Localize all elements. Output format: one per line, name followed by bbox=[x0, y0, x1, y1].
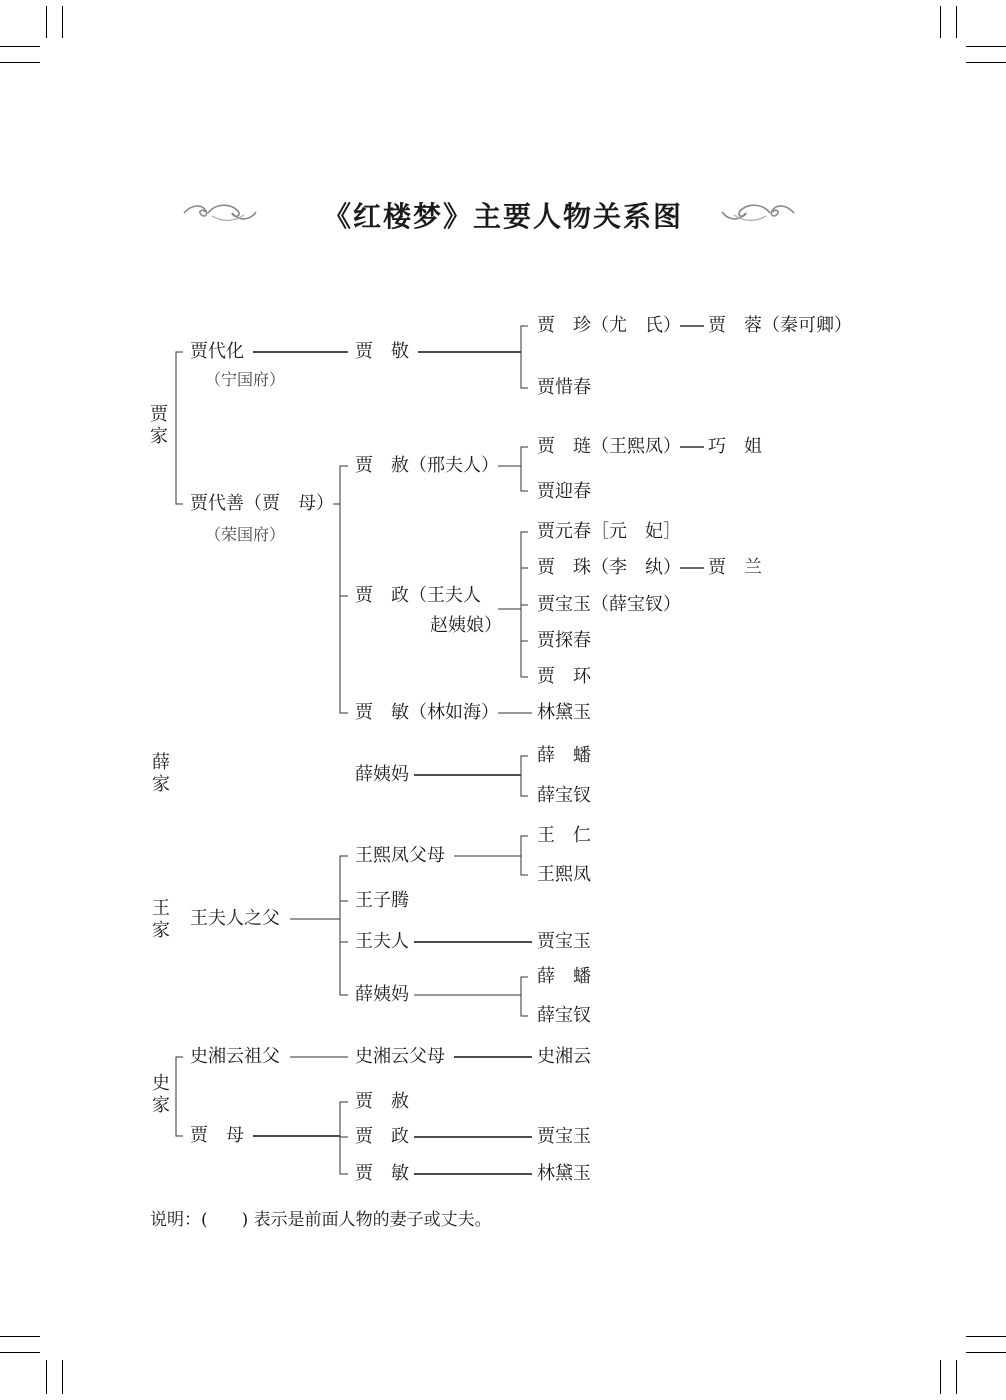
node-jia-jing: 贾 敬 bbox=[355, 341, 409, 362]
node-jia-xichun: 贾惜春 bbox=[537, 377, 591, 398]
node-jia-daihua: 贾代化 bbox=[190, 341, 244, 362]
node-shi-baoyu: 贾宝玉 bbox=[537, 1126, 591, 1147]
node-wang-xifeng: 王熙凤 bbox=[537, 864, 591, 885]
node-shi-jiamu: 贾 母 bbox=[190, 1125, 244, 1146]
node-jia-min: 贾 敏（林如海） bbox=[355, 702, 499, 723]
node-qiaojie: 巧 姐 bbox=[708, 436, 762, 457]
page-title: 《红楼梦》主要人物关系图 bbox=[322, 200, 683, 233]
node-shi-min: 贾 敏 bbox=[355, 1163, 409, 1184]
node-jia-rong: 贾 蓉（秦可卿） bbox=[708, 315, 852, 336]
family-label-wang: 王 家 bbox=[152, 898, 170, 941]
node-jia-daishan: 贾代善（贾 母） bbox=[190, 493, 334, 514]
node-jia-lan: 贾 兰 bbox=[708, 557, 762, 578]
node-wang-father: 王夫人之父 bbox=[190, 908, 280, 929]
node-wang-xifeng-parents: 王熙凤父母 bbox=[355, 845, 445, 866]
node-wang-yima: 薛姨妈 bbox=[355, 984, 409, 1005]
node-xue-yima: 薛姨妈 bbox=[355, 764, 409, 785]
node-xue-baochai: 薛宝钗 bbox=[537, 785, 591, 806]
node-wang-ren: 王 仁 bbox=[537, 825, 591, 846]
node-shi-xiangyun: 史湘云 bbox=[537, 1046, 591, 1067]
node-jia-zheng: 贾 政（王夫人 bbox=[355, 585, 481, 606]
node-shi-zheng: 贾 政 bbox=[355, 1126, 409, 1147]
node-wang-baoyu: 贾宝玉 bbox=[537, 931, 591, 952]
node-wang-ziteng: 王子腾 bbox=[355, 890, 409, 911]
node-wang-furen: 王夫人 bbox=[355, 931, 409, 952]
node-jia-lian: 贾 琏（王熙凤） bbox=[537, 436, 681, 457]
node-jia-huan: 贾 环 bbox=[537, 666, 591, 687]
node-shi-she: 贾 赦 bbox=[355, 1091, 409, 1112]
footnote: 说明：( ) 表示是前面人物的妻子或丈夫。 bbox=[150, 1210, 492, 1230]
node-shi-parents: 史湘云父母 bbox=[355, 1046, 445, 1067]
family-label-shi: 史 家 bbox=[152, 1073, 170, 1116]
node-lin-daiyu: 林黛玉 bbox=[537, 702, 591, 723]
family-label-xue: 薛 家 bbox=[152, 752, 170, 795]
node-jia-tanchun: 贾探春 bbox=[537, 630, 591, 651]
node-xue-pan: 薛 蟠 bbox=[537, 745, 591, 766]
family-label-jia: 贾 家 bbox=[150, 404, 168, 447]
node-ningguo-fu: （宁国府） bbox=[205, 370, 286, 389]
node-jia-baoyu: 贾宝玉（薛宝钗） bbox=[537, 594, 681, 615]
node-rongguo-fu: （荣国府） bbox=[205, 525, 286, 544]
node-shi-daiyu: 林黛玉 bbox=[537, 1163, 591, 1184]
node-wang-pan: 薛 蟠 bbox=[537, 966, 591, 987]
node-shi-grandfather: 史湘云祖父 bbox=[190, 1046, 280, 1067]
node-jia-yingchun: 贾迎春 bbox=[537, 481, 591, 502]
node-jia-zhu: 贾 珠（李 纨） bbox=[537, 557, 681, 578]
node-wang-baochai: 薛宝钗 bbox=[537, 1005, 591, 1026]
node-jia-she: 贾 赦（邢夫人） bbox=[355, 455, 499, 476]
node-zhao-yiniang: 赵姨娘） bbox=[430, 615, 502, 636]
node-jia-yuanchun: 贾元春［元 妃］ bbox=[537, 521, 681, 542]
node-jia-zhen: 贾 珍（尤 氏） bbox=[537, 315, 681, 336]
